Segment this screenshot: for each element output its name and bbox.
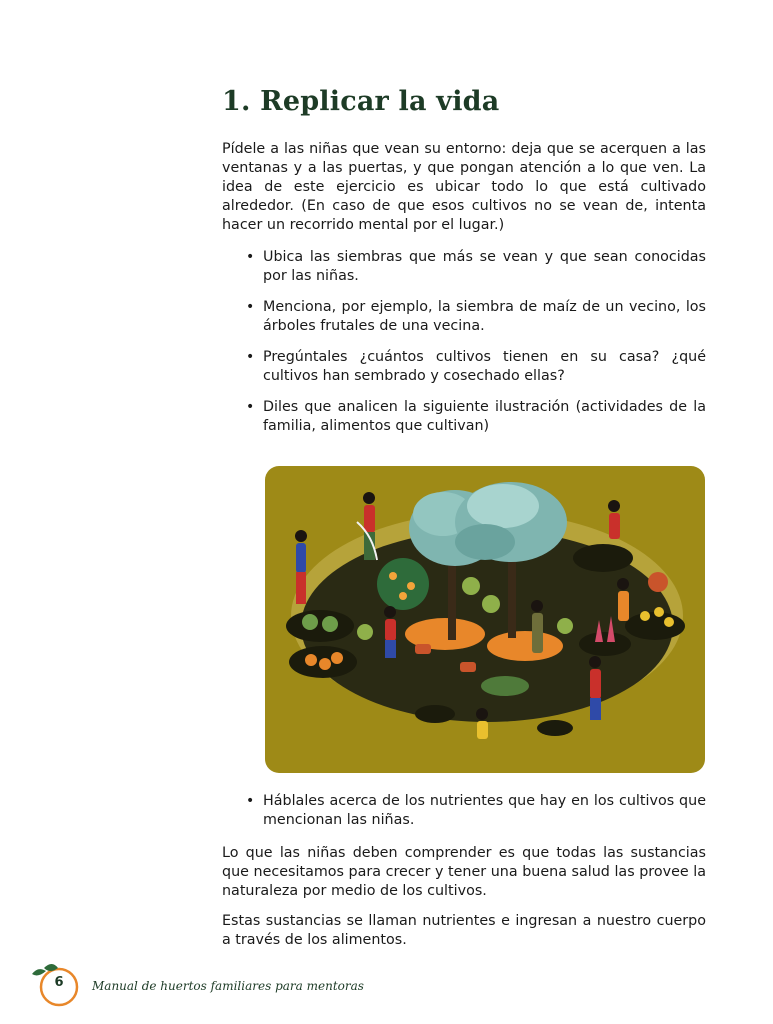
list-item	[244, 348, 706, 386]
intro-paragraph: Pídele a las niñas que vean su entorno: deja que se acerquen a las ventanas y a las puertas, y que pongan atención a lo que ven. La idea de este ejercicio es ubicar todo lo que está cultivado alrededor. (En caso de que esos cultivos no se vean de, intenta hacer un recorrido mental por el lugar.)	[222, 141, 706, 233]
bullet-icon: •	[246, 249, 255, 265]
list-item	[244, 792, 706, 830]
bullet-icon: •	[246, 793, 255, 809]
list-item	[244, 398, 706, 436]
page-title: 1. Replicar la vida	[222, 86, 500, 117]
closing-paragraph-2: Estas sustancias se llaman nutrientes e ingresan a nuestro cuerpo a través de los alimentos.	[222, 913, 706, 948]
family-garden-illustration	[265, 466, 705, 773]
page-number: 6	[54, 975, 64, 990]
bullet-text: Pregúntales ¿cuántos cultivos tienen en su casa? ¿qué cultivos han sembrado y cosechado ellas?	[263, 349, 706, 384]
bullet-icon: •	[246, 299, 255, 315]
closing-paragraph-1: Lo que las niñas deben comprender es que todas las sustancias que necesitamos para crecer y tener una buena salud las provee la naturaleza por medio de los cultivos.	[222, 845, 706, 899]
list-item	[244, 248, 706, 286]
bullet-icon: •	[246, 399, 255, 415]
list-item	[244, 298, 706, 336]
bullet-text: Diles que analicen la siguiente ilustración (actividades de la familia, alimentos que cultivan)	[263, 399, 706, 434]
activity-bullet-list	[244, 248, 706, 448]
bullet-text: Ubica las siembras que más se vean y que sean conocidas por las niñas.	[263, 249, 706, 284]
bullet-icon: •	[246, 349, 255, 365]
nutrients-bullet-list	[244, 792, 706, 830]
manual-title: Manual de huertos familiares para mentoras	[92, 979, 364, 993]
bullet-text: Menciona, por ejemplo, la siembra de maíz de un vecino, los árboles frutales de una vecina.	[263, 299, 706, 334]
bullet-text: Háblales acerca de los nutrientes que hay en los cultivos que mencionan las niñas.	[263, 793, 706, 828]
